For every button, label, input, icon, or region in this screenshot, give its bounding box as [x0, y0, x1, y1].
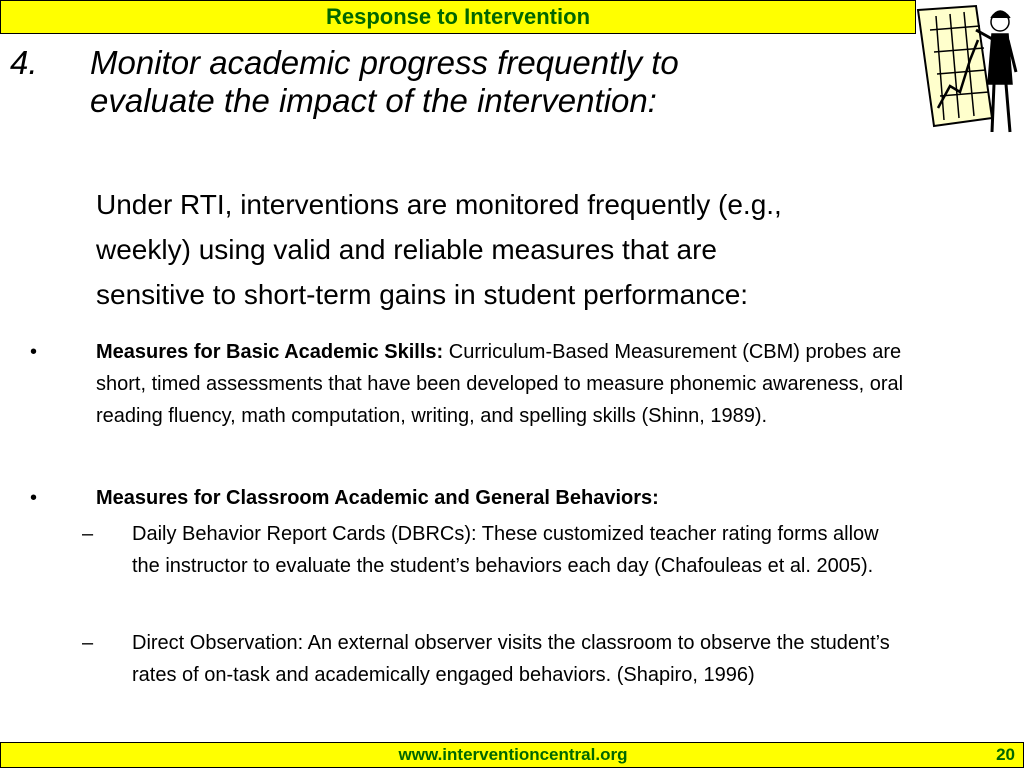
bullet-mark: •: [30, 487, 38, 509]
page-number: 20: [996, 745, 1015, 764]
intro-line: Under RTI, interventions are monitored frequently (e.g.,: [96, 189, 782, 220]
header-bar: [0, 0, 916, 34]
sub-bullet-text: Direct Observation: An external observer visits the classroom to observe the student’s rates of on-task and academically engaged behaviors. (Shapiro, 1996): [132, 632, 890, 686]
sub-bullet-mark: –: [82, 632, 94, 654]
intro-paragraph: [96, 182, 926, 317]
footer-url-link[interactable]: www.interventioncentral.org: [398, 745, 628, 764]
intro-line: weekly) using valid and reliable measures that are: [96, 234, 717, 265]
intro-line: sensitive to short-term gains in student performance:: [96, 279, 749, 310]
header-title: Response to Intervention: [325, 4, 591, 29]
bullet-heading: Measures for Basic Academic Skills:: [96, 341, 444, 363]
bullet-heading: Measures for Classroom Academic and General Behaviors:: [96, 487, 659, 509]
presenter-with-chart-icon: [914, 0, 1024, 140]
sub-bullet-mark: –: [82, 523, 94, 545]
bullet-text: Curriculum-Based Measurement (CBM) probes are short, timed assessments that have been developed to measure phonemic awareness, oral reading fluency, math computation, writing, and spelling skills (Shinn, 1989).: [96, 341, 904, 427]
footer-bar: [0, 742, 1024, 768]
sub-bullet-text: Daily Behavior Report Cards (DBRCs): These customized teacher rating forms allow the instructor to evaluate the student’s behaviors each day (Chafouleas et al. 2005).: [132, 523, 879, 577]
bullet-body: [96, 482, 926, 514]
bullet-mark: •: [30, 341, 38, 363]
heading-text: Monitor academic progress frequently to evaluate the impact of the intervention:: [90, 44, 679, 119]
heading-number: 4.: [10, 44, 38, 81]
bullet-body: [96, 336, 926, 432]
